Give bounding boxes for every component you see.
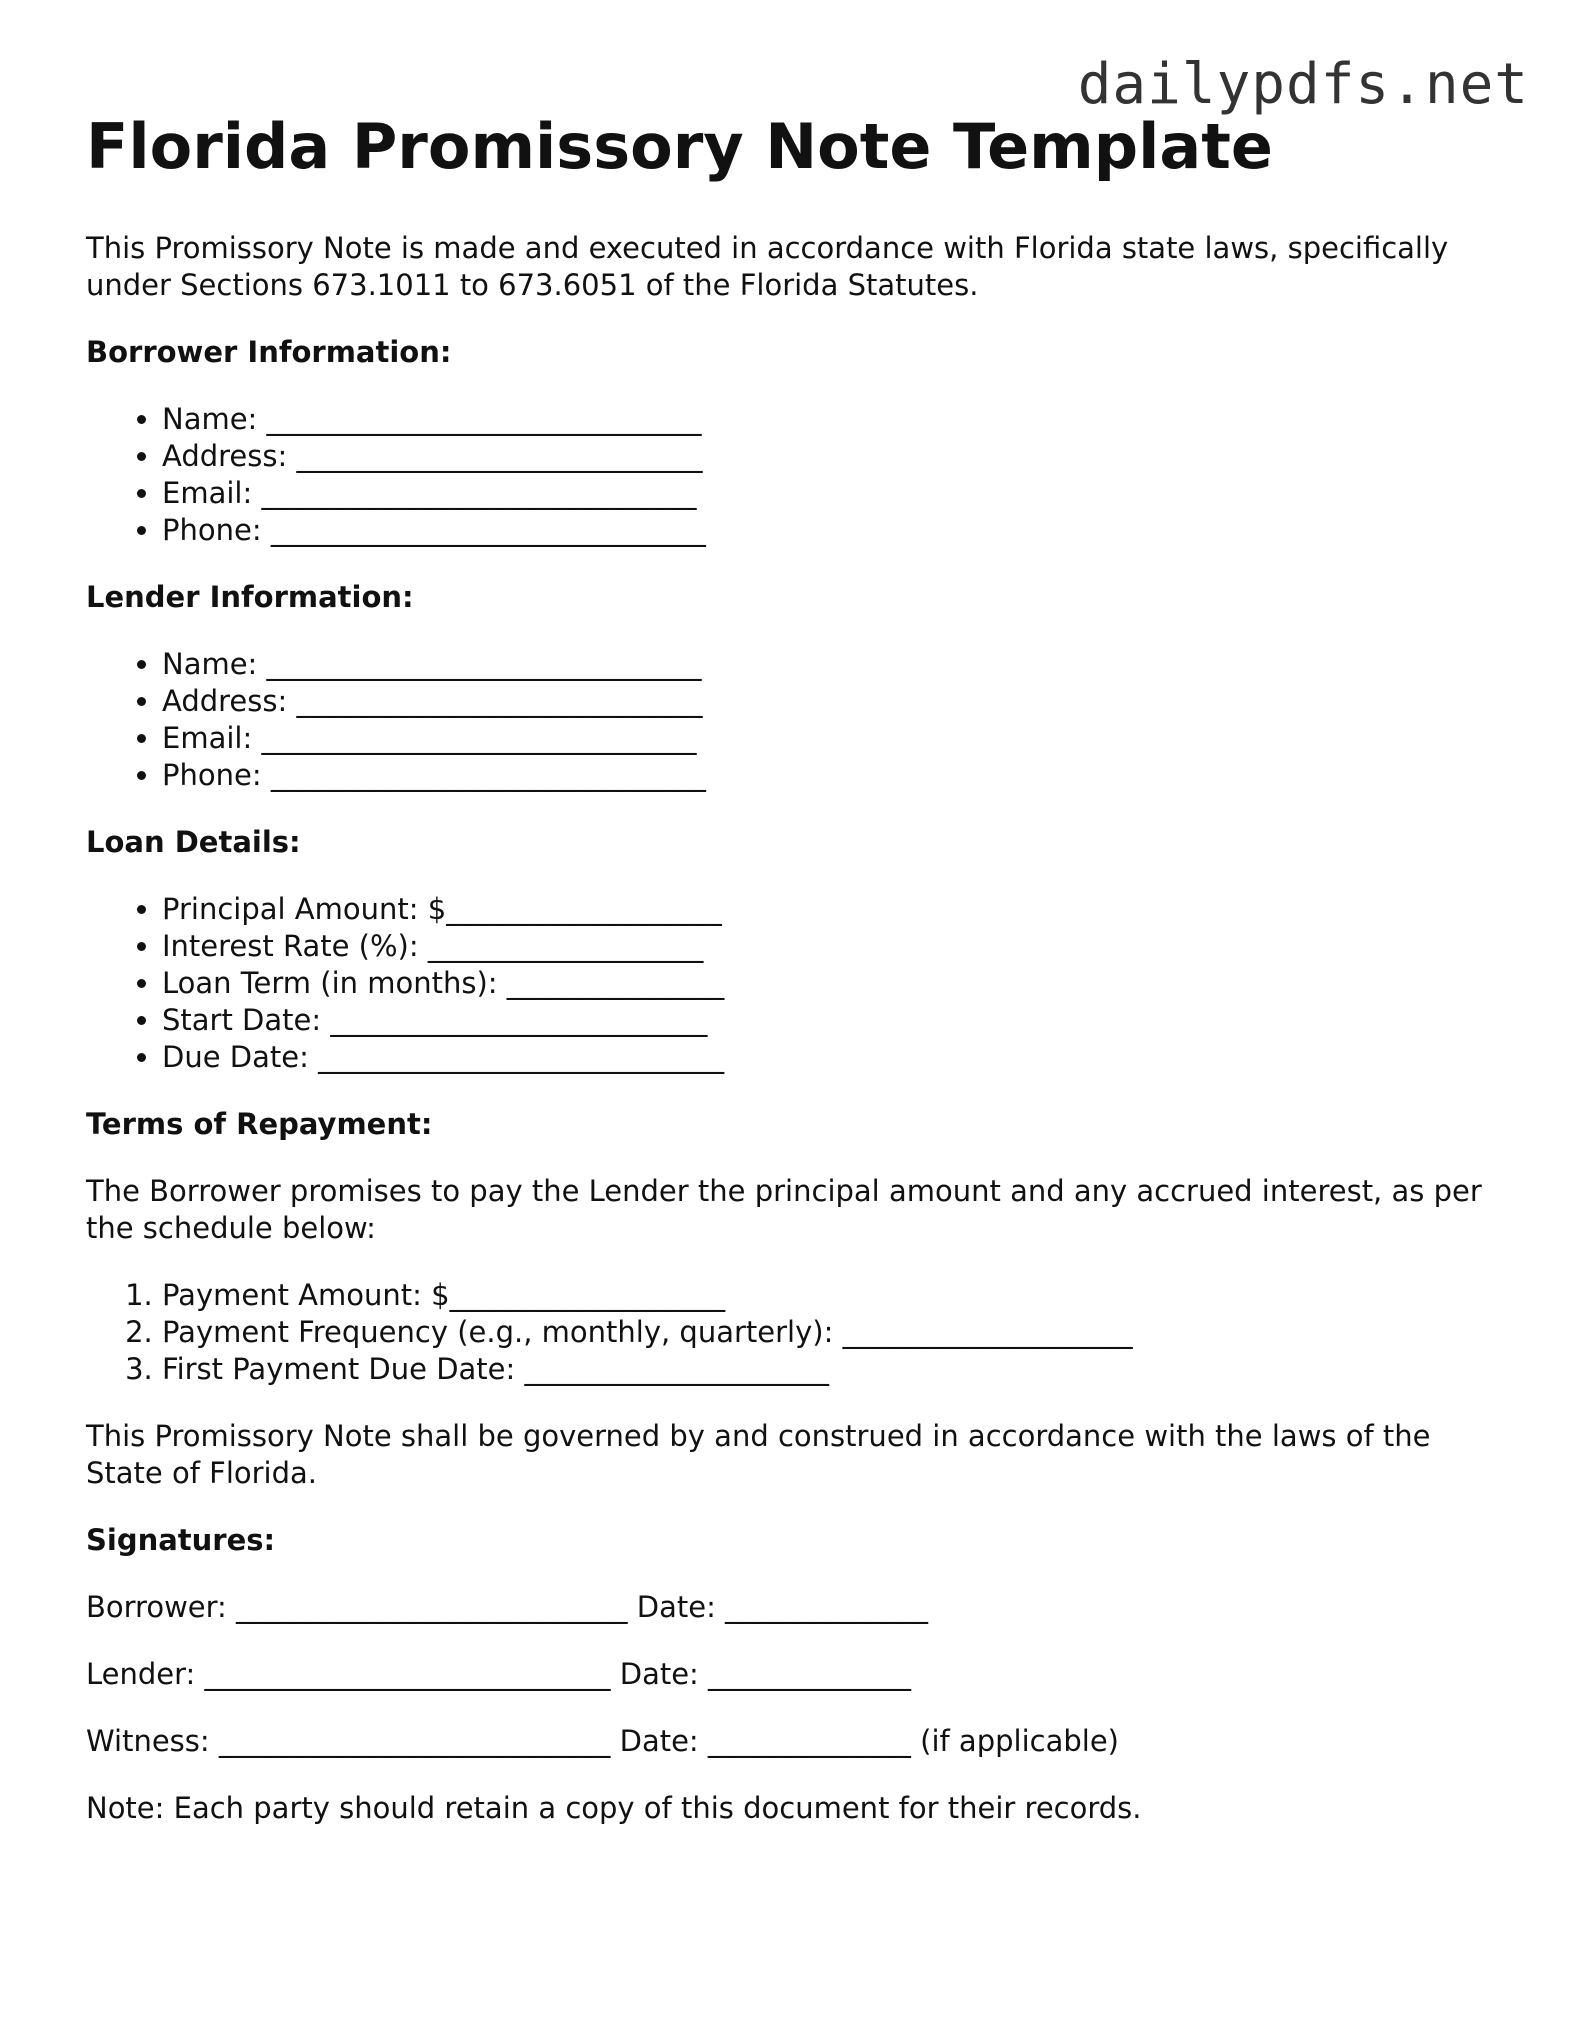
start-date-field[interactable]: • Start Date: __________________________ bbox=[162, 1002, 1506, 1039]
borrower-list bbox=[86, 401, 1506, 549]
due-date-field[interactable]: • Due Date: ____________________________ bbox=[162, 1039, 1506, 1076]
lender-heading: Lender Information: bbox=[86, 580, 414, 614]
lender-name-field[interactable]: • Name: ______________________________ bbox=[162, 646, 1506, 683]
lender-list bbox=[86, 646, 1506, 794]
note-paragraph: Note: Each party should retain a copy of this document for their records. bbox=[86, 1791, 1142, 1825]
lender-signature-line[interactable]: Lender: ____________________________ Date: ______________ bbox=[86, 1657, 912, 1691]
loan-term-field[interactable]: • Loan Term (in months): _______________ bbox=[162, 965, 1506, 1002]
loan-heading: Loan Details: bbox=[86, 825, 301, 859]
payment-frequency-field[interactable]: 2. Payment Frequency (e.g., monthly, quarterly): ____________________ bbox=[162, 1314, 1506, 1351]
repayment-paragraph: The Borrower promises to pay the Lender the principal amount and any accrued interest, as per the schedule below: bbox=[86, 1174, 1482, 1245]
borrower-address-field[interactable]: • Address: ____________________________ bbox=[162, 438, 1506, 475]
borrower-email-field[interactable]: • Email: ______________________________ bbox=[162, 475, 1506, 512]
document-page bbox=[86, 106, 1506, 1827]
witness-signature-line[interactable]: Witness: ___________________________ Date: ______________ (if applicable) bbox=[86, 1724, 1119, 1758]
borrower-heading: Borrower Information: bbox=[86, 335, 452, 369]
payment-amount-field[interactable]: 1. Payment Amount: $___________________ bbox=[162, 1277, 1506, 1314]
first-payment-date-field[interactable]: 3. First Payment Due Date: _____________________ bbox=[162, 1351, 1506, 1388]
loan-list bbox=[86, 891, 1506, 1076]
lender-phone-field[interactable]: • Phone: ______________________________ bbox=[162, 757, 1506, 794]
repayment-list bbox=[86, 1277, 1506, 1388]
lender-email-field[interactable]: • Email: ______________________________ bbox=[162, 720, 1506, 757]
borrower-signature-line[interactable]: Borrower: ___________________________ Date: ______________ bbox=[86, 1590, 929, 1624]
page-title: Florida Promissory Note Template bbox=[86, 110, 1273, 183]
borrower-name-field[interactable]: • Name: ______________________________ bbox=[162, 401, 1506, 438]
governing-law-paragraph: This Promissory Note shall be governed by and construed in accordance with the laws of the State of Florida. bbox=[86, 1419, 1431, 1490]
watermark-text: dailypdfs.net bbox=[1077, 52, 1529, 117]
lender-address-field[interactable]: • Address: ____________________________ bbox=[162, 683, 1506, 720]
borrower-phone-field[interactable]: • Phone: ______________________________ bbox=[162, 512, 1506, 549]
signatures-heading: Signatures: bbox=[86, 1523, 276, 1557]
principal-amount-field[interactable]: • Principal Amount: $___________________ bbox=[162, 891, 1506, 928]
intro-paragraph: This Promissory Note is made and executed in accordance with Florida state laws, specifically under Sections 673.1011 to 673.6051 of the Florida Statutes. bbox=[86, 231, 1449, 302]
interest-rate-field[interactable]: • Interest Rate (%): ___________________ bbox=[162, 928, 1506, 965]
repayment-heading: Terms of Repayment: bbox=[86, 1107, 433, 1141]
